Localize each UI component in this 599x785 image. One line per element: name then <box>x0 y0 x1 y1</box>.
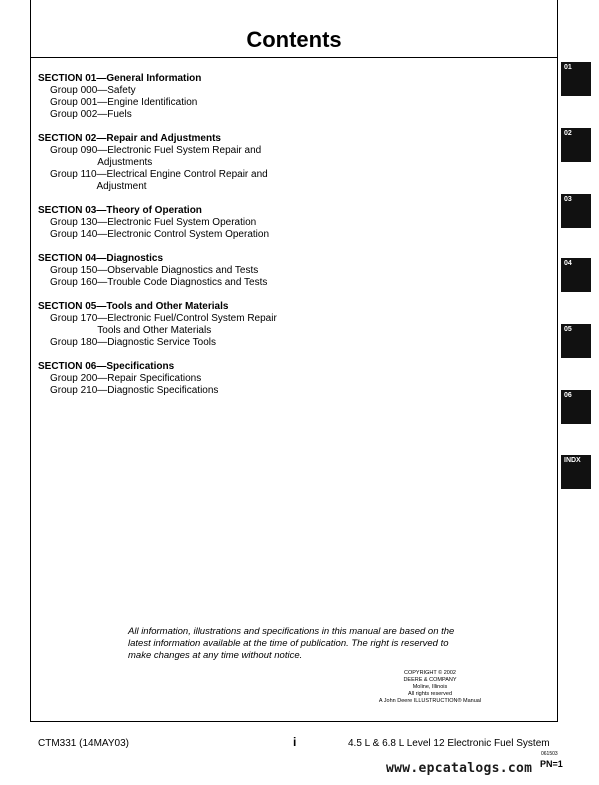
group-number: Group 170 <box>50 313 98 324</box>
footer-date-code: 061503 <box>541 751 558 757</box>
group-entry[interactable] <box>38 229 338 241</box>
group-number: Group 140 <box>50 229 98 240</box>
section-tab[interactable]: 01 <box>561 62 591 96</box>
group-title: —Fuels <box>97 109 132 120</box>
copyright-line: COPYRIGHT © 2002 <box>404 670 456 676</box>
section-heading[interactable]: SECTION 05—Tools and Other Materials <box>38 301 229 312</box>
group-entry[interactable] <box>38 277 338 289</box>
group-entry[interactable] <box>38 337 338 349</box>
section-heading[interactable]: SECTION 03—Theory of Operation <box>38 205 202 216</box>
toc-section <box>38 133 338 193</box>
section-tab[interactable]: 06 <box>561 390 591 424</box>
footer-manual-id: CTM331 (14MAY03) <box>38 738 129 749</box>
group-title: —Electrical Engine Control Repair and Adjustment <box>96 169 268 192</box>
group-entry[interactable] <box>38 313 338 337</box>
group-title: —Electronic Fuel/Control System Repair Tools and Other Materials <box>97 313 277 336</box>
watermark-text: www.epcatalogs.com <box>386 761 533 776</box>
section-heading[interactable]: SECTION 02—Repair and Adjustments <box>38 133 221 144</box>
section-tab[interactable]: 04 <box>561 258 591 292</box>
copyright-block <box>360 670 500 705</box>
toc-section <box>38 205 338 241</box>
toc-section <box>38 73 338 121</box>
section-tab[interactable]: 02 <box>561 128 591 162</box>
group-entry[interactable] <box>38 265 338 277</box>
group-number: Group 001 <box>50 97 98 108</box>
group-number: Group 002 <box>50 109 98 120</box>
section-heading[interactable]: SECTION 01—General Information <box>38 73 202 84</box>
group-title: —Electronic Fuel System Operation <box>97 217 257 228</box>
group-title: —Engine Identification <box>97 97 198 108</box>
group-entry[interactable] <box>38 217 338 229</box>
group-entry[interactable] <box>38 97 338 109</box>
group-title: —Observable Diagnostics and Tests <box>97 265 259 276</box>
section-tab[interactable]: 05 <box>561 324 591 358</box>
group-entry[interactable] <box>38 109 338 121</box>
group-number: Group 130 <box>50 217 98 228</box>
group-entry[interactable] <box>38 385 338 397</box>
footer-manual-title: 4.5 L & 6.8 L Level 12 Electronic Fuel System <box>348 738 550 749</box>
group-entry[interactable] <box>38 373 338 385</box>
group-title: —Diagnostic Service Tools <box>97 337 217 348</box>
toc-section <box>38 301 338 349</box>
group-number: Group 200 <box>50 373 98 384</box>
group-number: Group 180 <box>50 337 98 348</box>
footer-page-number: i <box>293 735 297 749</box>
manual-line: A John Deere ILLUSTRUCTION® Manual <box>378 698 482 704</box>
group-title: —Diagnostic Specifications <box>97 385 219 396</box>
company-line: DEERE & COMPANY <box>403 677 457 683</box>
group-title: —Repair Specifications <box>97 373 202 384</box>
group-number: Group 110 <box>50 169 97 180</box>
section-tab[interactable]: 03 <box>561 194 591 228</box>
group-title: —Safety <box>97 85 136 96</box>
group-number: Group 000 <box>50 85 98 96</box>
group-title: —Trouble Code Diagnostics and Tests <box>97 277 268 288</box>
group-title: —Electronic Fuel System Repair and Adjustments <box>97 145 262 168</box>
group-title: —Electronic Control System Operation <box>97 229 269 240</box>
section-heading[interactable]: SECTION 04—Diagnostics <box>38 253 164 264</box>
group-entry[interactable] <box>38 169 338 193</box>
rights-line: All rights reserved <box>407 691 453 697</box>
section-tabs <box>561 0 599 785</box>
page-title: Contents <box>246 27 342 52</box>
group-number: Group 210 <box>50 385 98 396</box>
group-number: Group 150 <box>50 265 98 276</box>
title-rule <box>30 57 558 58</box>
location-line: Moline, Illinois <box>412 684 448 690</box>
group-entry[interactable] <box>38 85 338 97</box>
group-entry[interactable] <box>38 145 338 169</box>
section-heading[interactable]: SECTION 06—Specifications <box>38 361 175 372</box>
toc-section <box>38 361 338 397</box>
section-tab[interactable]: INDX <box>561 455 591 489</box>
table-of-contents <box>38 73 338 409</box>
group-number: Group 160 <box>50 277 98 288</box>
group-number: Group 090 <box>50 145 98 156</box>
disclaimer-text: All information, illustrations and specifications in this manual are based on the latest information available at the time of publication. The right is reserved to make changes at any time without notice. <box>128 626 455 661</box>
toc-section <box>38 253 338 289</box>
footer-pn: PN=1 <box>540 759 563 769</box>
